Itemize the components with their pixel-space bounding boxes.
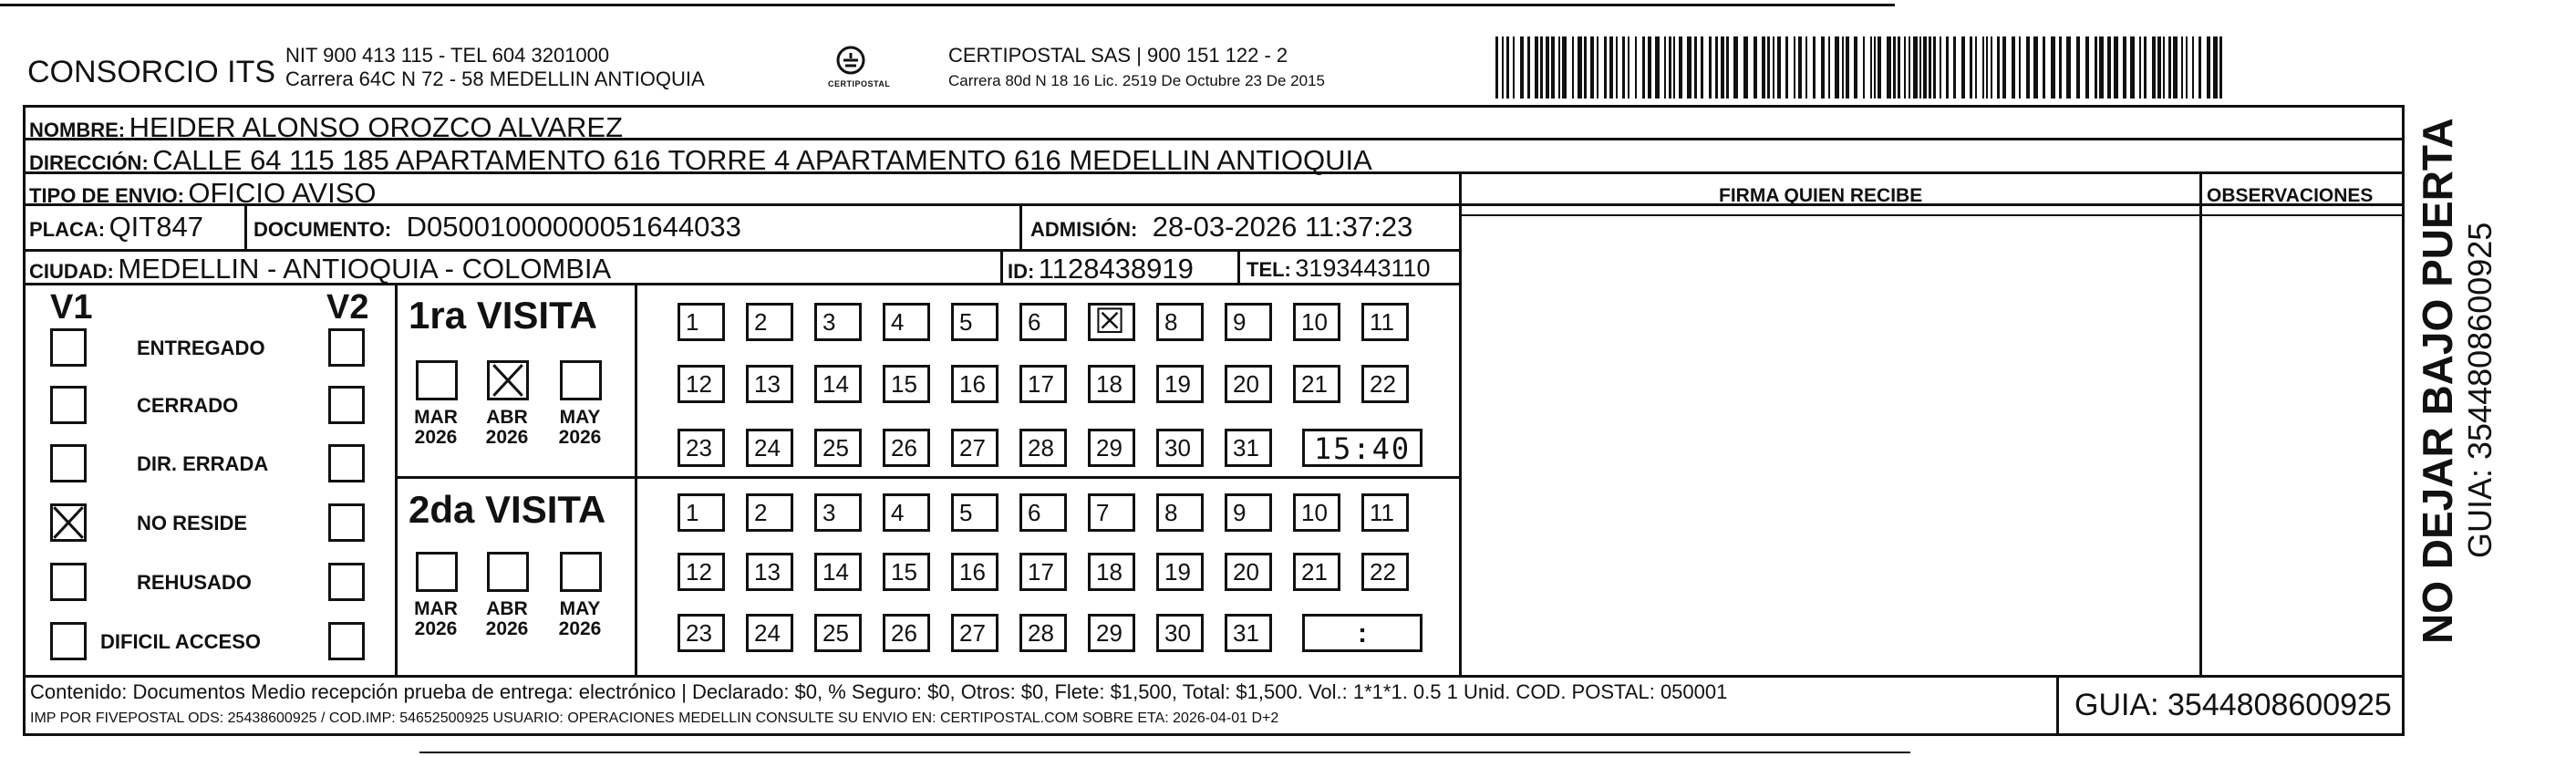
v1-checkbox[interactable]	[50, 328, 87, 367]
v1-label: V1	[50, 288, 93, 327]
day-box[interactable]: 9	[1225, 303, 1272, 341]
footer-guia: GUIA: 3544808600925	[2074, 688, 2392, 722]
contenido-text: Contenido: Documentos Medio recepción prueba de entrega: electrónico | Declarado: $0, % Seguro: $0, Otros: $0, Flete: $1,500, Total: $1,500. Vol.: 1*1*1. 0.5 1 Unid. COD. POSTAL: 050001	[30, 680, 1728, 703]
day-box[interactable]: 30	[1156, 614, 1204, 652]
barcode	[1495, 36, 2225, 99]
day-box[interactable]: 28	[1019, 429, 1067, 467]
day-box[interactable]: 9	[1225, 493, 1272, 532]
day-box[interactable]: 30	[1156, 429, 1204, 467]
day-box[interactable]: 24	[746, 429, 793, 467]
month-name: MAR	[414, 598, 458, 619]
day-box[interactable]: 4	[883, 303, 930, 341]
v1-checkbox[interactable]	[50, 386, 87, 424]
month-year: 2026	[485, 618, 529, 640]
month-checkbox[interactable]	[560, 360, 602, 400]
day-box[interactable]: 15	[883, 365, 930, 403]
day-box[interactable]: 27	[951, 429, 998, 467]
day-box[interactable]: 23	[678, 429, 725, 467]
month-name: MAY	[559, 407, 601, 428]
ciudad-label: CIUDAD:	[29, 260, 114, 283]
day-box[interactable]: 24	[746, 614, 793, 652]
day-box[interactable]: 17	[1019, 553, 1067, 591]
side-warning: NO DEJAR BAJO PUERTA	[2414, 118, 2461, 644]
v2-checkbox[interactable]	[328, 386, 365, 424]
company-nit: NIT 900 413 115 - TEL 604 3201000	[285, 44, 610, 67]
day-box[interactable]: 1	[678, 493, 725, 532]
v2-checkbox[interactable]	[328, 563, 365, 601]
form-frame	[23, 105, 2405, 736]
month-label	[556, 408, 604, 448]
firma-label: FIRMA QUIEN RECIBE	[1719, 185, 1923, 206]
day-box[interactable]: 2	[746, 303, 793, 341]
day-box[interactable]: 21	[1293, 553, 1340, 591]
tipo-row	[29, 179, 377, 207]
status-label: DIR. ERRADA	[137, 452, 269, 475]
day-box[interactable]: 31	[1225, 429, 1272, 467]
nombre-value: HEIDER ALONSO OROZCO ALVAREZ	[129, 111, 624, 143]
day-box[interactable]: 20	[1225, 553, 1272, 591]
month-year: 2026	[485, 427, 529, 449]
day-box[interactable]: 6	[1019, 493, 1067, 532]
admision-label: ADMISIÓN:	[1030, 218, 1138, 241]
month-checkbox[interactable]	[416, 360, 458, 400]
tel-value: 3193443110	[1295, 254, 1431, 282]
month-checkbox[interactable]	[487, 360, 529, 400]
placa-row	[29, 213, 203, 241]
day-box[interactable]: 25	[814, 614, 862, 652]
visit2-title: 2da VISITA	[409, 488, 606, 531]
day-box[interactable]: 21	[1293, 365, 1340, 403]
day-box[interactable]: 12	[678, 365, 725, 403]
visit1-time-field[interactable]: 15:40	[1302, 429, 1422, 467]
day-box[interactable]: 7	[1088, 493, 1135, 532]
month-year: 2026	[558, 618, 602, 640]
v2-checkbox[interactable]	[328, 503, 365, 542]
placa-label: PLACA:	[29, 218, 106, 241]
month-label	[412, 599, 460, 639]
day-box[interactable]: 19	[1156, 553, 1204, 591]
direccion-row	[29, 146, 1372, 174]
month-label	[412, 408, 460, 448]
placa-value: QIT847	[109, 211, 203, 243]
company-name: CONSORCIO ITS	[27, 55, 276, 89]
day-box[interactable]: 14	[814, 365, 862, 403]
v2-checkbox[interactable]	[328, 622, 365, 660]
id-row	[1008, 254, 1194, 283]
v1-checkbox[interactable]	[50, 563, 87, 601]
day-box[interactable]: 1	[678, 303, 725, 341]
day-box[interactable]: 31	[1225, 614, 1272, 652]
tipo-label: TIPO DE ENVIO:	[29, 184, 184, 207]
month-year: 2026	[414, 618, 458, 640]
v1-checkbox[interactable]	[50, 503, 87, 542]
day-box[interactable]: 8	[1156, 493, 1204, 532]
day-box[interactable]: 11	[1361, 493, 1409, 532]
admision-row	[1030, 213, 1412, 241]
day-box[interactable]: 5	[951, 303, 998, 341]
month-checkbox[interactable]	[560, 552, 602, 592]
day-box[interactable]: 23	[678, 614, 725, 652]
v2-label: V2	[326, 288, 369, 327]
status-label: CERRADO	[137, 394, 239, 417]
day-box[interactable]: 10	[1293, 303, 1340, 341]
status-label: DIFICIL ACCESO	[100, 630, 262, 653]
month-name: ABR	[486, 407, 528, 428]
day-box[interactable]: 26	[883, 614, 930, 652]
day-box[interactable]: 2	[746, 493, 793, 532]
v2-checkbox[interactable]	[328, 444, 365, 482]
day-box[interactable]: 25	[814, 429, 862, 467]
month-name: MAY	[559, 598, 601, 619]
day-box[interactable]: 16	[951, 553, 998, 591]
certipostal-logo	[825, 40, 891, 95]
bottom-rule	[419, 752, 1910, 753]
status-label: NO RESIDE	[137, 512, 248, 534]
documento-label: DOCUMENTO:	[253, 218, 392, 241]
day-box[interactable]: 26	[883, 429, 930, 467]
day-box[interactable]: 20	[1225, 365, 1272, 403]
month-name: MAR	[414, 407, 458, 428]
day-box[interactable]: 14	[814, 553, 862, 591]
day-box[interactable]: 4	[883, 493, 930, 532]
courier-name: CERTIPOSTAL SAS | 900 151 122 - 2	[948, 44, 1288, 67]
side-guia: GUIA: 3544808600925	[2461, 222, 2498, 558]
day-box[interactable]: 19	[1156, 365, 1204, 403]
tipo-value: OFICIO AVISO	[188, 177, 377, 209]
month-checkbox[interactable]	[487, 552, 529, 592]
tel-row	[1247, 256, 1431, 281]
top-rule	[0, 4, 1895, 6]
day-box[interactable]: 18	[1088, 365, 1135, 403]
logo-text: CERTIPOSTAL	[828, 79, 891, 88]
day-box[interactable]: 28	[1019, 614, 1067, 652]
visit1-title: 1ra VISITA	[409, 294, 597, 337]
nombre-label: NOMBRE:	[29, 119, 126, 141]
ciudad-value: MEDELLIN - ANTIOQUIA - COLOMBIA	[118, 253, 612, 285]
admision-value: 28-03-2026 11:37:23	[1152, 211, 1413, 243]
day-box[interactable]: 27	[951, 614, 998, 652]
day-box[interactable]: 18	[1088, 553, 1135, 591]
day-box[interactable]: ☒	[1088, 303, 1135, 341]
v1-checkbox[interactable]	[50, 622, 87, 660]
day-box[interactable]: 29	[1088, 429, 1135, 467]
day-box[interactable]: 3	[814, 493, 862, 532]
direccion-label: DIRECCIÓN:	[29, 151, 149, 174]
month-label	[483, 408, 531, 448]
day-box[interactable]: 5	[951, 493, 998, 532]
day-box[interactable]: 11	[1361, 303, 1409, 341]
month-label	[483, 599, 531, 639]
month-checkbox[interactable]	[416, 552, 458, 592]
v2-checkbox[interactable]	[328, 328, 365, 367]
status-label: ENTREGADO	[137, 337, 265, 359]
day-box[interactable]: 3	[814, 303, 862, 341]
month-label	[556, 599, 604, 639]
imp-text: IMP POR FIVEPOSTAL ODS: 25438600925 / COD.IMP: 54652500925 USUARIO: OPERACIONES MEDELLIN CONSULTE SU ENVIO EN: CERTIPOSTAL.COM SOBRE ETA: 2026-04-01 D+2	[30, 710, 1279, 726]
day-box[interactable]: 17	[1019, 365, 1067, 403]
month-year: 2026	[558, 427, 602, 449]
day-box[interactable]: 13	[746, 553, 793, 591]
month-name: ABR	[486, 598, 528, 619]
day-box[interactable]: 10	[1293, 493, 1340, 532]
documento-value: D05001000000051644033	[406, 211, 741, 243]
day-box[interactable]: 8	[1156, 303, 1204, 341]
month-year: 2026	[414, 427, 458, 449]
day-box[interactable]: 12	[678, 553, 725, 591]
id-value: 1128438919	[1038, 253, 1194, 285]
visit2-time-field[interactable]: :	[1302, 614, 1422, 652]
day-box[interactable]: 13	[746, 365, 793, 403]
company-address: Carrera 64C N 72 - 58 MEDELLIN ANTIOQUIA	[285, 67, 705, 90]
ciudad-row	[29, 254, 611, 283]
status-label: REHUSADO	[137, 571, 252, 594]
documento-row	[253, 213, 741, 241]
day-box[interactable]: 22	[1361, 365, 1409, 403]
courier-address: Carrera 80d N 18 16 Lic. 2519 De Octubre 23 De 2015	[948, 72, 1325, 89]
id-label: ID:	[1008, 260, 1035, 283]
day-box[interactable]: 15	[883, 553, 930, 591]
observaciones-label: OBSERVACIONES	[2207, 185, 2374, 206]
nombre-row	[29, 113, 623, 141]
v1-checkbox[interactable]	[50, 444, 87, 482]
day-box[interactable]: 29	[1088, 614, 1135, 652]
direccion-value: CALLE 64 115 185 APARTAMENTO 616 TORRE 4 APARTAMENTO 616 MEDELLIN ANTIOQUIA	[152, 144, 1372, 176]
tel-label: TEL:	[1247, 258, 1291, 281]
day-box[interactable]: 22	[1361, 553, 1409, 591]
day-box[interactable]: 16	[951, 365, 998, 403]
day-box[interactable]: 6	[1019, 303, 1067, 341]
